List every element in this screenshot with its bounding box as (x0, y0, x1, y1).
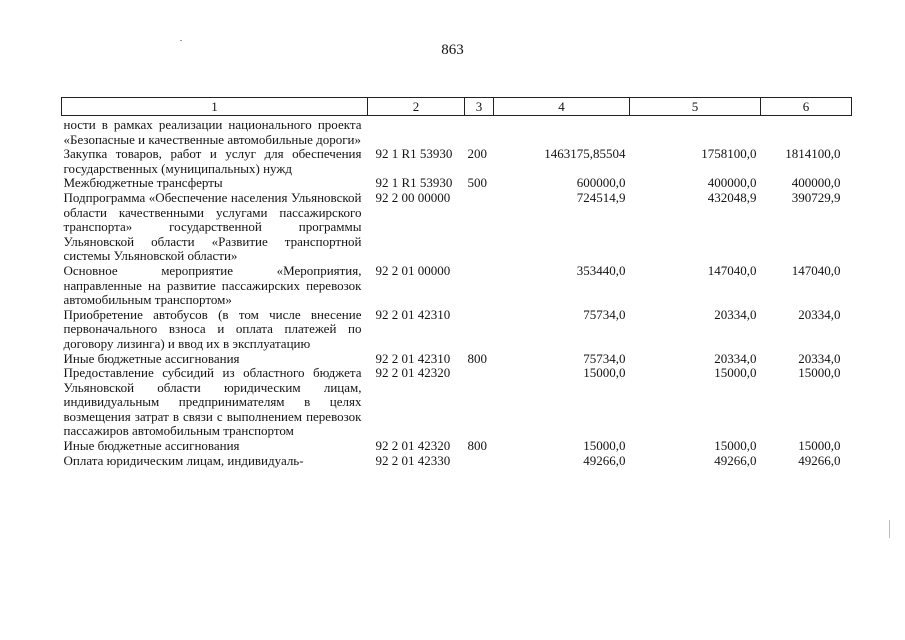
row-expense-type: 500 (467, 175, 487, 191)
row-value-col6: 400000,0 (791, 175, 841, 191)
table-row (62, 366, 852, 439)
row-code: 92 2 01 42320 (375, 365, 451, 381)
table-row (62, 439, 852, 454)
column-header: 2 (368, 98, 465, 116)
row-value-col6: 49266,0 (798, 452, 841, 468)
row-value-col4: 353440,0 (576, 262, 626, 278)
row-code: 92 2 01 42310 (375, 306, 451, 322)
row-value-col4: 75734,0 (583, 350, 626, 366)
row-description: Закупка товаров, работ и услуг для обеспечения государственных (муниципальных) нужд (63, 146, 362, 176)
row-description: Иные бюджетные ассигнования (63, 438, 240, 454)
row-expense-type (465, 264, 494, 308)
row-value-col4: 1463175,85504 (544, 146, 626, 162)
row-value-col6 (761, 116, 852, 148)
row-value-col6: 390729,9 (791, 189, 841, 205)
row-code: 92 2 01 42330 (375, 452, 451, 468)
row-description: ности в рамках реализации национального проекта «Безопасные и качественные автомобильные дороги» (63, 117, 362, 147)
row-value-col5: 49266,0 (714, 452, 757, 468)
row-value-col4: 49266,0 (583, 452, 626, 468)
row-expense-type: 800 (467, 438, 487, 454)
row-value-col5 (630, 116, 761, 148)
table-row (62, 116, 852, 148)
page-number: 863 (441, 42, 464, 58)
row-value-col4: 75734,0 (583, 306, 626, 322)
row-value-col6: 20334,0 (798, 306, 841, 322)
row-value-col6: 20334,0 (798, 350, 841, 366)
row-code: 92 1 R1 53930 (375, 146, 453, 162)
column-header: 4 (494, 98, 630, 116)
row-value-col5: 15000,0 (714, 438, 757, 454)
row-value-col6: 1814100,0 (785, 146, 841, 162)
row-description: Основное мероприятие «Мероприятия, направленные на развитие пассажирских перевозок автомобильным транспортом» (63, 262, 362, 308)
table-row (62, 147, 852, 176)
row-expense-type: 800 (467, 350, 487, 366)
row-description: Межбюджетные трансферты (63, 175, 223, 191)
row-expense-type (465, 116, 494, 148)
row-code: 92 2 01 42310 (375, 350, 451, 366)
row-value-col5: 147040,0 (707, 262, 757, 278)
table-row (62, 264, 852, 308)
row-value-col5: 432048,9 (707, 189, 757, 205)
column-number-row (62, 98, 852, 116)
row-expense-type (465, 454, 494, 469)
row-value-col4: 600000,0 (576, 175, 626, 191)
row-expense-type (465, 366, 494, 439)
row-value-col6: 15000,0 (798, 438, 841, 454)
row-value-col5: 400000,0 (707, 175, 757, 191)
row-value-col4: 15000,0 (583, 438, 626, 454)
table-row (62, 352, 852, 367)
row-expense-type (465, 308, 494, 352)
table-row (62, 176, 852, 191)
table-row (62, 191, 852, 264)
row-value-col5: 20334,0 (714, 350, 757, 366)
scan-speck (889, 520, 890, 538)
row-expense-type: 200 (467, 146, 487, 162)
row-description: Иные бюджетные ассигнования (63, 350, 240, 366)
row-expense-type (465, 191, 494, 264)
row-code: 92 2 01 42320 (375, 438, 451, 454)
row-code: 92 2 01 00000 (375, 262, 451, 278)
column-header: 1 (62, 98, 368, 116)
table-row (62, 454, 852, 469)
row-description: Приобретение автобусов (в том числе внесение первоначального взноса и оплата платежей по договору лизинга) и ввод их в эксплуатацию (63, 306, 362, 351)
column-header: 6 (761, 98, 852, 116)
row-value-col6: 15000,0 (798, 365, 841, 381)
row-value-col5: 1758100,0 (701, 146, 757, 162)
row-value-col4: 15000,0 (583, 365, 626, 381)
row-value-col5: 15000,0 (714, 365, 757, 381)
row-description: Подпрограмма «Обеспечение населения Ульяновской области качественными услугами пассажирского транспорта» государственной программы Ульяновской области «Развитие транспортной системы Ульяновской области» (63, 189, 362, 264)
row-description: Предоставление субсидий из областного бюджета Ульяновской области юридическим лицам, индивидуальным предпринимателям в целях возмещения затрат в связи с выполнением перевозок пассажиров автомобильным транспортом (63, 365, 362, 439)
row-code: 92 1 R1 53930 (375, 175, 453, 191)
row-code (368, 116, 465, 148)
scan-speck (180, 40, 182, 41)
row-value-col5: 20334,0 (714, 306, 757, 322)
column-header: 3 (465, 98, 494, 116)
budget-table (61, 97, 852, 468)
row-value-col6: 147040,0 (791, 262, 841, 278)
row-code: 92 2 00 00000 (375, 189, 451, 205)
row-value-col4: 724514,9 (576, 189, 626, 205)
table-row (62, 308, 852, 352)
column-header: 5 (630, 98, 761, 116)
row-value-col4 (494, 116, 630, 148)
row-description: Оплата юридическим лицам, индивидуаль- (63, 452, 304, 468)
